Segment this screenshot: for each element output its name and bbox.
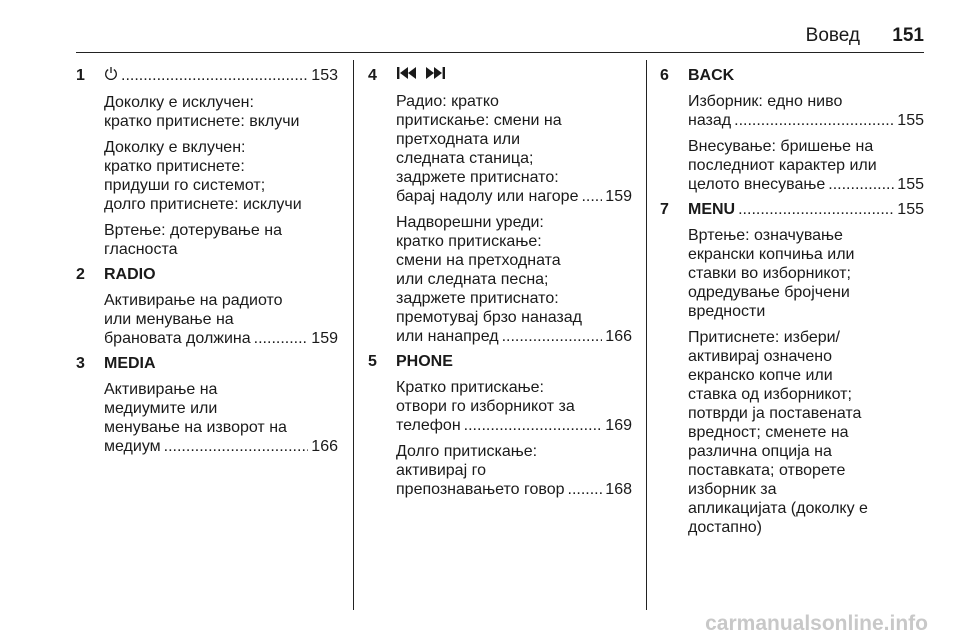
text-line: Вртење: означување: [688, 227, 843, 244]
text-line: Активирање на радиото: [104, 292, 283, 309]
control-item: [368, 66, 632, 346]
control-item: [660, 200, 924, 537]
text-line: задржете притиснато:: [396, 169, 559, 187]
text-line: Надворешни уреди:: [396, 214, 544, 232]
leader-line: [688, 111, 924, 130]
text-line: претходната или: [396, 131, 521, 149]
text-line: гласноста: [104, 241, 178, 258]
text-line: Изборник: едно ниво: [688, 93, 843, 110]
text-line: Притиснете: избери/: [688, 329, 840, 346]
item-content: [104, 265, 338, 348]
leader-text: барај надолу или нагоре: [396, 188, 579, 206]
dot-leader: [464, 416, 603, 435]
page-header: [0, 26, 960, 48]
leader-line: [396, 327, 632, 346]
text-line: изборник за: [688, 481, 777, 498]
text-line: екранско копче или: [688, 367, 833, 384]
description-paragraph: [396, 378, 632, 435]
text-line: различна опција на: [688, 443, 832, 460]
control-item: [76, 265, 338, 348]
item-number: 4: [368, 67, 377, 84]
control-item: [368, 352, 632, 499]
description-paragraph: [688, 92, 924, 130]
text-line: поставката; отворете: [688, 462, 846, 479]
dot-leader: [254, 329, 309, 348]
dot-leader: [121, 66, 308, 85]
watermark: carmanualsonline.info: [705, 612, 928, 635]
description-paragraph: [396, 92, 632, 206]
description-paragraph: [396, 213, 632, 346]
description-paragraph: [104, 291, 338, 348]
button-name: MEDIA: [104, 355, 156, 372]
leader-text: брановата должина: [104, 330, 251, 347]
text-line: ставки во изборникот;: [688, 265, 851, 282]
text-line: медиумите или: [104, 400, 218, 417]
item-content: [396, 66, 632, 346]
text-line: Долго притискање:: [396, 443, 538, 461]
heading-icon-wrap: [104, 66, 118, 86]
description-paragraph: [688, 328, 924, 537]
control-item: [76, 66, 338, 259]
text-line: отвори го изборникот за: [396, 398, 575, 416]
text-line: Доколку е вклучен:: [104, 139, 246, 156]
item-number: 3: [76, 355, 85, 372]
text-line: следната станица;: [396, 150, 534, 168]
column-2: [368, 66, 632, 499]
text-line: кратко притиснете: вклучи: [104, 113, 300, 130]
text-line: достапно): [688, 519, 763, 536]
page-ref: 155: [897, 201, 924, 218]
text-line: долго притиснете: исклучи: [104, 196, 302, 213]
column-divider-1: [353, 60, 354, 610]
dot-leader: [734, 111, 894, 130]
heading-line: [396, 66, 632, 85]
description-paragraph: [396, 442, 632, 499]
page-ref: 159: [311, 330, 338, 347]
description-paragraph: [104, 93, 338, 131]
item-number: 6: [660, 67, 669, 84]
leader-text: препознавањето говор: [396, 481, 565, 499]
power-icon: [104, 66, 118, 86]
leader-line: [396, 480, 632, 499]
leader-text: назад: [688, 112, 732, 129]
text-line: активирај означено: [688, 348, 832, 365]
leader-line: [104, 329, 338, 348]
text-line: ставка од изборникот;: [688, 386, 852, 403]
text-line: екрански копчиња или: [688, 246, 855, 263]
page-ref: 159: [605, 188, 632, 206]
text-line: кратко притиснете:: [104, 158, 245, 175]
page-title: Вовед: [805, 25, 860, 46]
text-line: Активирање на: [104, 381, 218, 398]
text-line: притискање: смени на: [396, 112, 562, 130]
page-ref: 155: [897, 176, 924, 193]
control-item: [660, 66, 924, 194]
text-line: активирај го: [396, 462, 486, 480]
text-line: Вртење: дотерување на: [104, 222, 282, 239]
dot-leader: [738, 200, 894, 219]
description-paragraph: [104, 380, 338, 456]
button-name: PHONE: [396, 353, 453, 371]
description-paragraph: [104, 138, 338, 214]
text-line: Радио: кратко: [396, 93, 499, 111]
dot-leader: [581, 187, 602, 206]
text-line: менување на изворот на: [104, 419, 287, 436]
text-line: одредување бројчени: [688, 284, 850, 301]
heading-line: [104, 66, 338, 86]
item-content: [688, 200, 924, 537]
leader-line: [104, 437, 338, 456]
item-content: [396, 352, 632, 499]
dot-leader: [568, 480, 603, 499]
leader-line: [396, 187, 632, 206]
dot-leader: [828, 175, 894, 194]
control-item: [76, 354, 338, 456]
item-number: 2: [76, 266, 85, 283]
leader-line: [688, 200, 924, 219]
text-line: Кратко притискање:: [396, 379, 544, 397]
text-line: апликацијата (доколку е: [688, 500, 868, 517]
column-3: [660, 66, 924, 537]
page-number: 151: [892, 25, 924, 46]
page-ref: 169: [605, 417, 632, 435]
dot-leader: [502, 327, 603, 346]
button-name: BACK: [688, 67, 735, 84]
header-rule: [76, 52, 924, 53]
leader-text: целото внесување: [688, 176, 826, 193]
leader-text: MENU: [688, 201, 736, 218]
text-line: потврди ја поставената: [688, 405, 862, 422]
button-name: RADIO: [104, 266, 156, 283]
page-ref: 166: [605, 328, 632, 346]
text-line: последниот карактер или: [688, 157, 877, 174]
description-paragraph: [688, 226, 924, 321]
leader-line: [396, 416, 632, 435]
skip-prev-next-icon: [396, 66, 448, 85]
description-paragraph: [688, 137, 924, 194]
item-number: 1: [76, 67, 85, 84]
dot-leader: [164, 437, 309, 456]
text-line: смени на претходната: [396, 252, 561, 270]
text-line: вредност; сменете на: [688, 424, 849, 441]
description-paragraph: [104, 221, 338, 259]
text-line: премотувај брзо наназад: [396, 309, 582, 327]
text-line: или следната песна;: [396, 271, 549, 289]
item-content: [688, 66, 924, 194]
item-number: 7: [660, 201, 669, 218]
item-content: [104, 354, 338, 456]
page-ref: 153: [311, 67, 338, 85]
text-line: Доколку е исклучен:: [104, 94, 254, 111]
page-ref: 155: [897, 112, 924, 129]
leader-text: медиум: [104, 438, 161, 455]
item-content: [104, 66, 338, 259]
text-line: придуши го системот;: [104, 177, 266, 194]
text-line: или менување на: [104, 311, 234, 328]
text-line: Внесување: бришење на: [688, 138, 874, 155]
text-line: задржете притиснато:: [396, 290, 559, 308]
page-ref: 166: [311, 438, 338, 455]
text-line: вредности: [688, 303, 766, 320]
column-1: [76, 66, 338, 456]
leader-line: [688, 175, 924, 194]
leader-text: телефон: [396, 417, 461, 435]
leader-text: или нанапред: [396, 328, 499, 346]
text-line: кратко притискање:: [396, 233, 542, 251]
column-divider-2: [646, 60, 647, 610]
page-ref: 168: [605, 481, 632, 499]
item-number: 5: [368, 353, 377, 371]
